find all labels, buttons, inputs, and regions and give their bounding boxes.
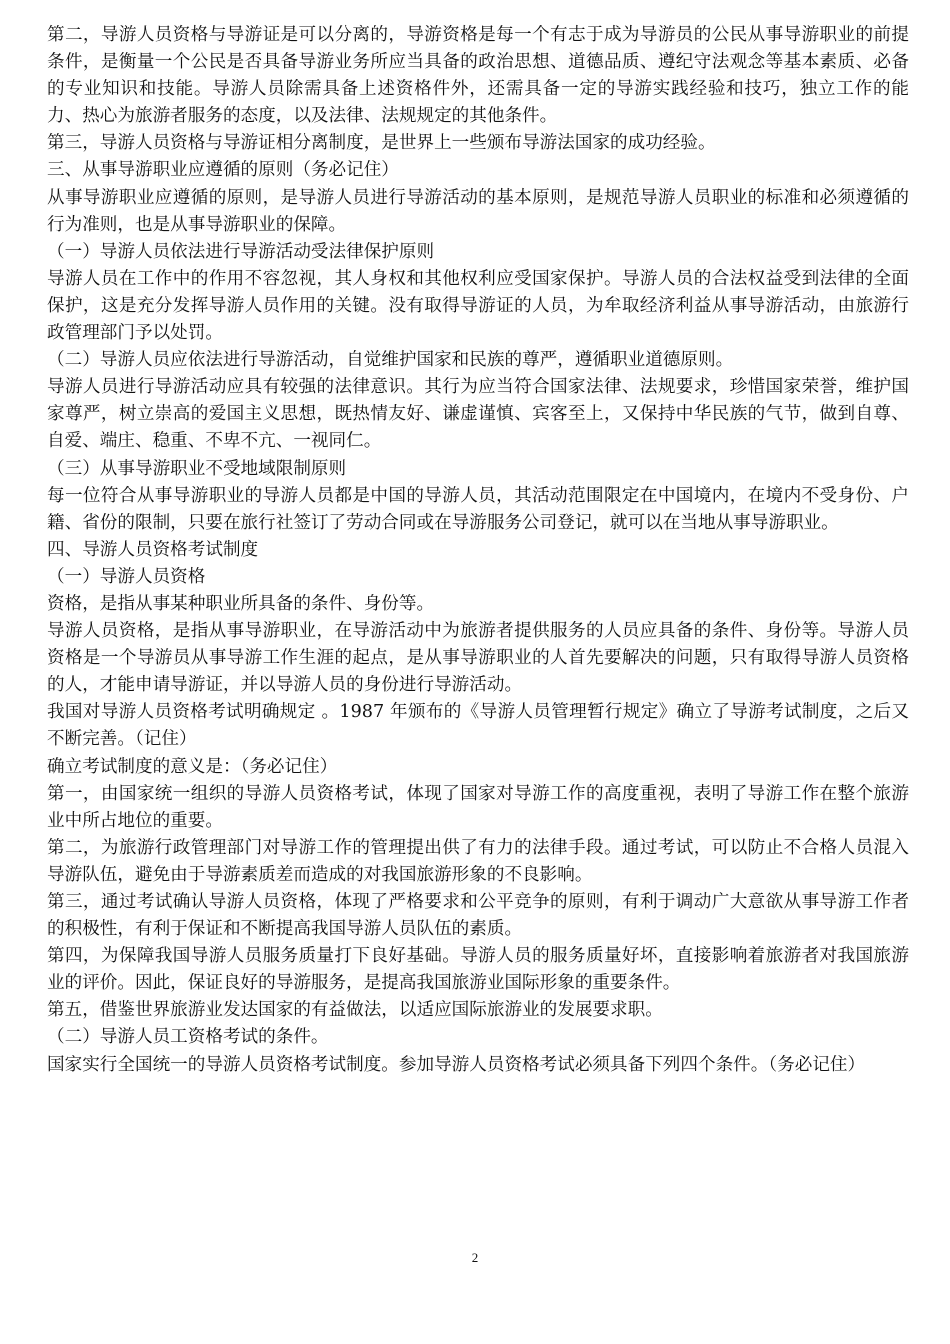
document-body — [47, 22, 909, 1079]
paragraph-legal-protection: 导游人员在工作中的作用不容忽视，其人身权和其他权利应受国家保护。导游人员的合法权益受到法律的全面保护，这是充分发挥导游人员作用的关键。没有取得导游证的人员，为牟取经济利益从事导游活动，由旅游行政管理部门予以处罚。 — [47, 268, 909, 344]
subheading-legal-protection: （一）导游人员依法进行导游活动受法律保护原则 — [47, 241, 435, 262]
paragraph-third-separation: 第三，导游人员资格与导游证相分离制度，是世界上一些颁布导游法国家的成功经验。 — [47, 133, 716, 154]
paragraph-significance-first: 第一，由国家统一组织的导游人员资格考试，体现了国家对导游工作的高度重视，表明了导游工作在整个旅游业中所占地位的重要。 — [47, 783, 909, 831]
paragraph-significance-fourth: 第四，为保障我国导游人员服务质量打下良好基础。导游人员的服务质量好坏，直接影响着旅游者对我国旅游业的评价。因此，保证良好的导游服务，是提高我国旅游业国际形象的重要条件。 — [47, 946, 909, 994]
paragraph-guide-qualification: 导游人员资格，是指从事导游职业，在导游活动中为旅游者提供服务的人员应具备的条件、身份等。导游人员资格是一个导游员从事导游工作生涯的起点，是从事导游职业的人首先要解决的问题，只有取得导游人员资格的人，才能申请导游证，并以导游人员的身份进行导游活动。 — [47, 621, 909, 696]
paragraph-significance-second: 第二，为旅游行政管理部门对导游工作的管理提出供了有力的法律手段。通过考试，可以防止不合格人员混入导游队伍，避免由于导游素质差而造成的对我国旅游形象的不良影响。 — [47, 837, 909, 885]
paragraph-second-separation: 第二，导游人员资格与导游证是可以分离的，导游资格是每一个有志于成为导游员的公民从事导游职业的前提条件，是衡量一个公民是否具备导游业务所应当具备的政治思想、道德品质、遵纪守法观念等基本素质、必备的专业知识和技能。导游人员除需具备上述资格件外，还需具备一定的导游实践经验和技巧，独立工作的能力、热心为旅游者服务的态度，以及法律、法规规定的其他条件。 — [47, 25, 909, 127]
paragraph-qualification-definition: 资格，是指从事某种职业所具备的条件、身份等。 — [47, 593, 435, 614]
section-heading-exam-system: 四、导游人员资格考试制度 — [47, 539, 259, 560]
subheading-exam-conditions: （二）导游人员工资格考试的条件。 — [47, 1027, 329, 1048]
subheading-guide-qualification: （一）导游人员资格 — [47, 566, 206, 587]
paragraph-principles-intro: 从事导游职业应遵循的原则，是导游人员进行导游活动的基本原则，是规范导游人员职业的标准和必须遵循的行为准则，也是从事导游职业的保障。 — [47, 187, 909, 235]
page-number: 2 — [471, 1250, 479, 1265]
paragraph-significance-fifth: 第五，借鉴世界旅游业发达国家的有益做法，以适应国际旅游业的发展要求职。 — [47, 1000, 663, 1021]
section-heading-principles: 三、从事导游职业应遵循的原则（务必记住） — [47, 160, 399, 181]
subheading-no-regional-limit: （三）从事导游职业不受地域限制原则 — [47, 458, 347, 479]
subheading-national-dignity: （二）导游人员应依法进行导游活动，自觉维护国家和民族的尊严，遵循职业道德原则。 — [47, 350, 734, 371]
paragraph-national-dignity: 导游人员进行导游活动应具有较强的法律意识。其行为应当符合国家法律、法规要求，珍惜国家荣誉，维护国家尊严，树立崇高的爱国主义思想，既热情友好、谦虚谨慎、宾客至上，又保持中华民族的气节，做到自尊、自爱、端庄、稳重、不卑不亢、一视同仁。 — [47, 377, 909, 452]
paragraph-exam-significance-heading: 确立考试制度的意义是：（务必记住） — [47, 756, 338, 777]
paragraph-exam-regulation: 我国对导游人员资格考试明确规定 。1987 年颁布的《导游人员管理暂行规定》确立了导游考试制度，之后又不断完善。（记住） — [47, 702, 909, 750]
paragraph-no-regional-limit: 每一位符合从事导游职业的导游人员都是中国的导游人员，其活动范围限定在中国境内，在境内不受身份、户籍、省份的限制，只要在旅行社签订了劳动合同或在导游服务公司登记，就可以在当地从事导游职业。 — [47, 485, 909, 533]
paragraph-significance-third: 第三，通过考试确认导游人员资格，体现了严格要求和公平竞争的原则，有利于调动广大意欲从事导游工作者的积极性，有利于保证和不断提高我国导游人员队伍的素质。 — [47, 892, 909, 940]
paragraph-exam-conditions: 国家实行全国统一的导游人员资格考试制度。参加导游人员资格考试必须具备下列四个条件。（务必记住） — [47, 1054, 866, 1075]
